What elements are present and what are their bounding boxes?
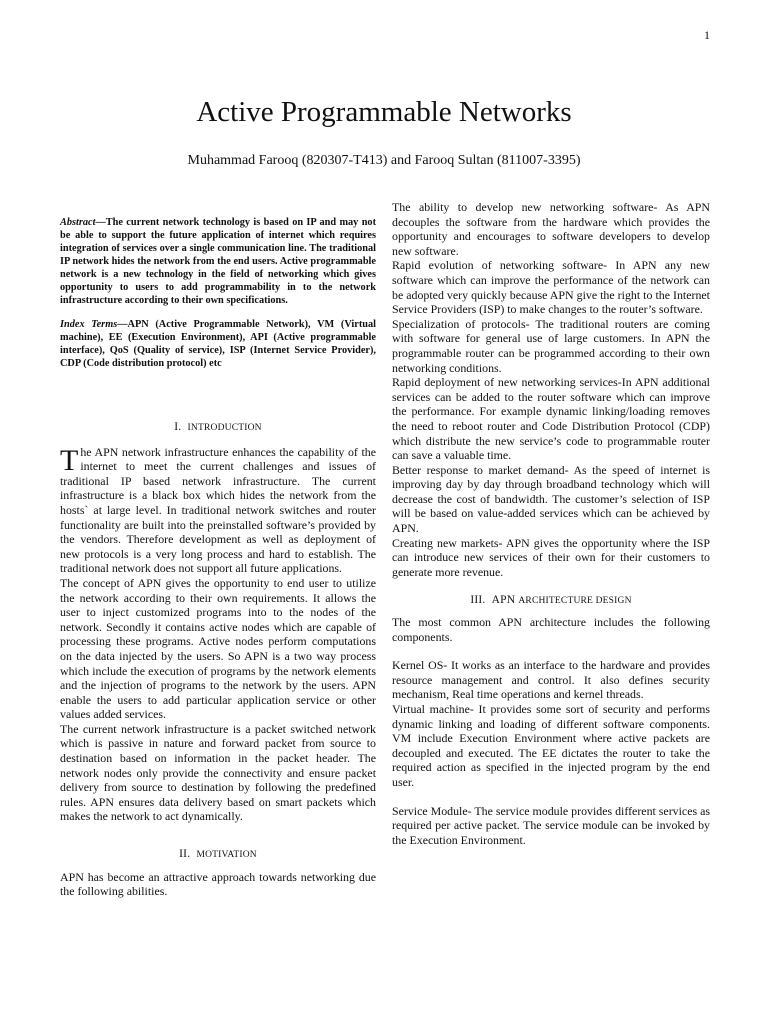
page-number: 1 (704, 28, 710, 42)
abstract-label: Abstract (60, 217, 96, 228)
right-column (392, 200, 710, 847)
drop-cap: T (60, 443, 79, 477)
left-column (60, 216, 376, 899)
paper-title: Active Programmable Networks (196, 96, 572, 128)
ability-specialization: Specialization of protocols- The traditional routers are coming with software for general use of large customers. In APN the programmable router can be programmed according to their own networking conditions. (392, 316, 710, 375)
index-terms-text: —APN (Active Programmable Network), VM (Virtual machine), EE (Execution Environment), API (Active programmable interface), QoS (Quality of service), ISP (Internet Service Provider), CDP (Code distribution protocol) etc (60, 319, 376, 369)
ability-new-markets: Creating new markets- APN gives the opportunity where the ISP can introduce new services of their own for their customers to generate more revenue. (392, 535, 710, 579)
intro-paragraph-2: The concept of APN gives the opportunity to end user to utilize the network according to their own requirements. It allows the user to inject customized programs into to the nodes of the network. Secondly it contains active nodes which are capable of processing these programs. Active nodes perform computations on the data injected by the users. So APN is a two way process which include the execution of programs by the network elements and the injection of programs to the network by the users. APN enable the users to add particular application service or other values added services. (60, 575, 376, 722)
index-terms (60, 318, 376, 370)
ability-rapid-deployment: Rapid deployment of new networking services-In APN additional services can be added to the router software which can improve the performance. For example dynamic linking/loading removes the need to reboot router and Code Distribution Protocol (CDP) which distribute the new service’s code to programmable router can save a valuable time. (392, 375, 710, 463)
architecture-intro: The most common APN architecture includes the following components. (392, 615, 710, 644)
motivation-paragraph-1: APN has become an attractive approach towards networking due the following abilities. (60, 869, 376, 899)
section-heading-architecture: III. APN ARCHITECTURE DESIGN (470, 594, 632, 607)
component-service-module: Service Module- The service module provides different services as required per active packet. The service module can be invoked by the Execution Environment. (392, 803, 710, 847)
abstract (60, 216, 376, 307)
index-terms-label: Index Terms (60, 319, 118, 330)
intro-paragraph-3: The current network infrastructure is a packet switched network which is passive in nature and forward packet from source to destination based on information in the packet header. The network nodes only provide the connectivity and ensure packet delivery from source to destination by following the predefined rules. APN ensures data delivery based on smart packets which makes the network to act dynamically. (60, 721, 376, 824)
ability-develop-software: The ability to develop new networking software- As APN decouples the software from the hardware which provides the opportunity and encourages to software developers to develop new software. (392, 200, 710, 258)
section-heading-introduction: I. INTRODUCTION (174, 421, 262, 433)
ability-rapid-evolution: Rapid evolution of networking software- In APN any new software which can improve the performance of the network can be adopted very quickly because APN give the right to the Internet Service Providers (ISP) to make changes to the router’s software. (392, 258, 710, 317)
component-virtual-machine: Virtual machine- It provides some sort of security and performs dynamic linking and loading of different software components. VM include Execution Environment where active packets are decoupled and executed. The EE dictates the router to take the required action as specified in the injected program by the end user. (392, 702, 710, 789)
component-kernel-os: Kernel OS- It works as an interface to the hardware and provides resource management and control. It also defines security mechanism, Real time operations and kernel threads. (392, 658, 710, 702)
paper-authors: Muhammad Farooq (820307-T413) and Farooq Sultan (811007-3395) (187, 153, 581, 168)
section-heading-motivation: II. MOTIVATION (179, 848, 257, 861)
intro-paragraph-1: The APN network infrastructure enhances the capability of the internet to meet the current challenges and issues of traditional IP based network infrastructure. The current infrastructure is a black box which hides the network from the hosts` at large level. In traditional network switches and router functionality are built into the preinstalled software’s provided by the vendors. Therefore development as well as deployment of new protocols is a very long process and hard to establish. The traditional network does not support all future applications. (60, 443, 376, 576)
ability-market-response: Better response to market demand- As the speed of internet is improving day by day through broadband technology which will decrease the cost of bandwidth. The customer’s selection of ISP will be based on value-added services which can be achieved by APN. (392, 462, 710, 536)
abstract-text: —The current network technology is based on IP and may not be able to support the future application of internet which requires integration of services over a single communication line. The traditional IP network hides the network from the end users. Active programmable network is a new technology in the field of networking which gives opportunity to users to add programmability in to the network infrastructure according to their own specifications. (60, 217, 376, 306)
